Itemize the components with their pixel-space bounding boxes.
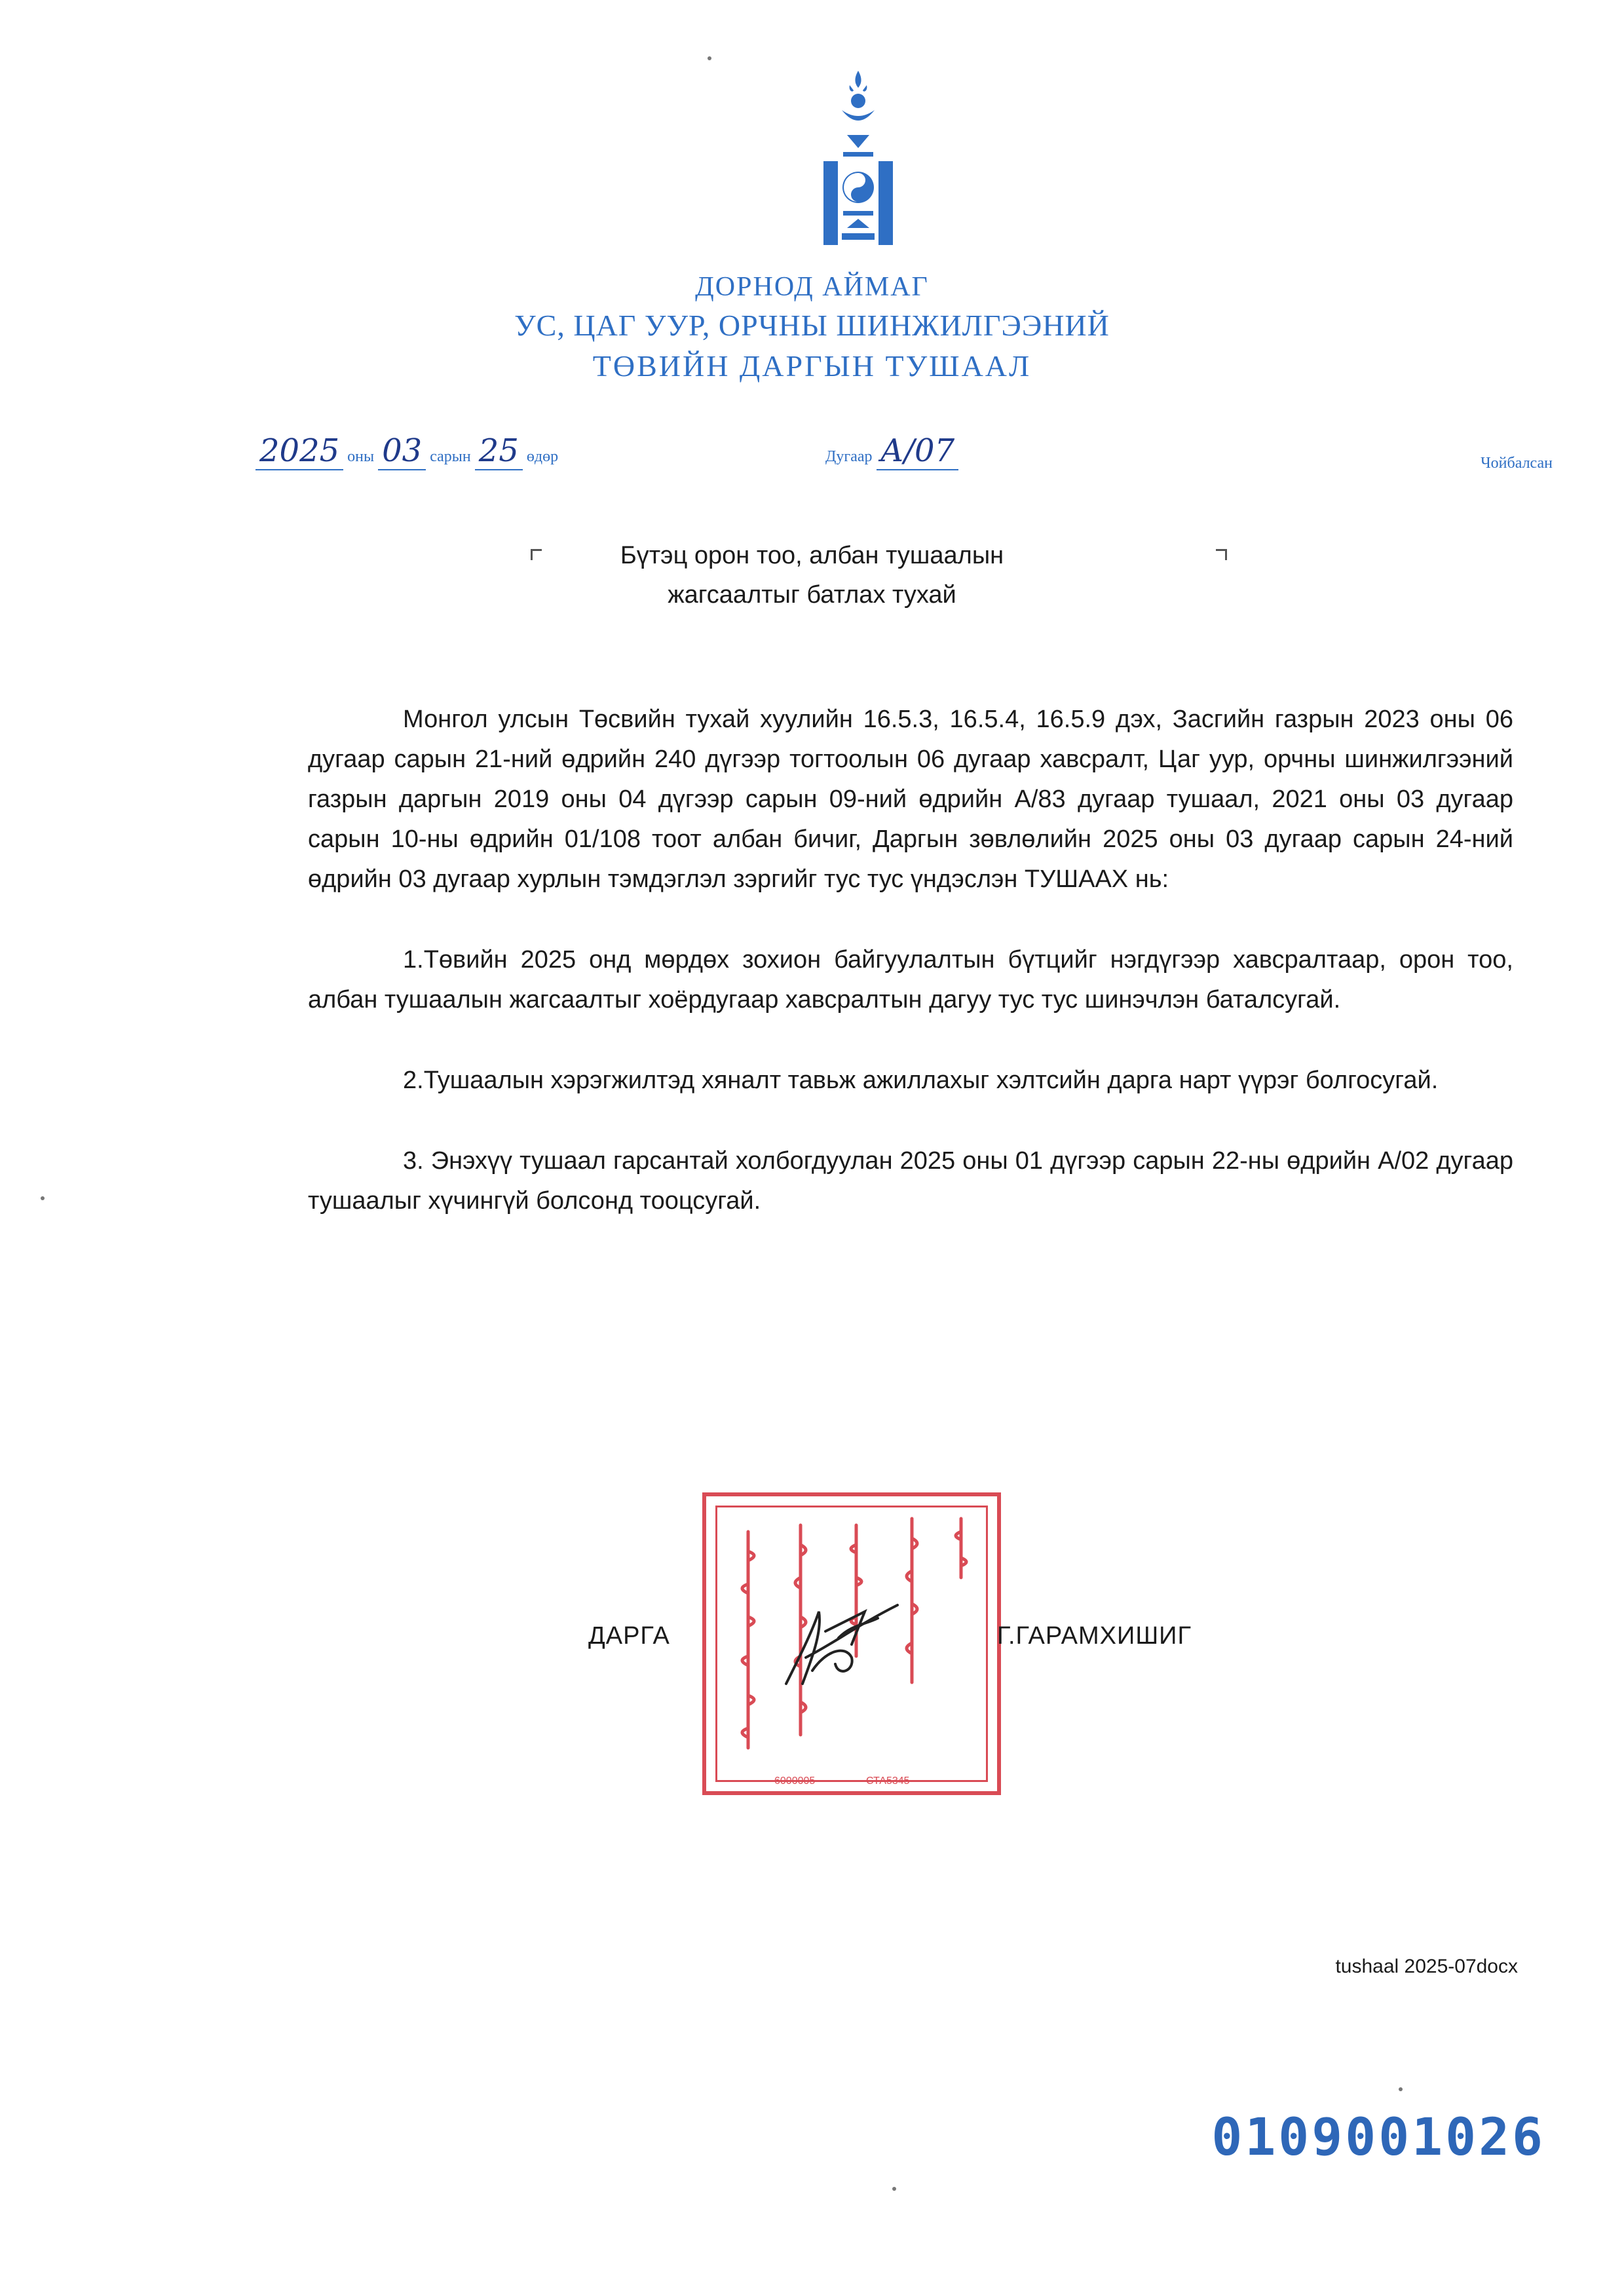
- date-field: [255, 432, 558, 470]
- order-number: А/07: [877, 432, 959, 470]
- date-day: 25: [475, 432, 523, 470]
- date-year: 2025: [255, 432, 343, 470]
- order-body: [308, 700, 1513, 1262]
- scan-speck: [892, 2187, 896, 2191]
- order-preamble: Монгол улсын Төсвийн тухай хуулийн 16.5.3, 16.5.4, 16.5.9 дэх, Засгийн газрын 2023 оны 06 дугаар сарын 21-ний өдрийн 240 дүгээр тогтоолын 06 дугаар хавсралт, Цаг уур, орчны шинжилгээний газрын даргын 2019 оны 04 дүгээр сарын 09-ний өдрийн А/83 дугаар тушаал, 2021 оны 03 дугаар сарын 10-ны өдрийн 01/108 тоот албан бичиг, Даргын зөвлөлийн 2025 оны 03 дугаар сарын 24-ний өдрийн 03 дугаар хурлын тэмдэглэл зэргийг тус тус үндэслэн ТУШААХ нь:: [308, 706, 1513, 893]
- date-month-label: сарын: [430, 448, 471, 465]
- stamp-code-left: 6000005: [774, 1775, 816, 1787]
- order-item-2: 2.Тушаалын хэрэгжилтэд хяналт тавьж ажиллахыг хэлтсийн дарга нарт үүрэг болгосугай.: [403, 1067, 1439, 1094]
- order-item-1: 1.Төвийн 2025 онд мөрдөх зохион байгуулалтын бүтцийг нэгдүгээр хавсралтаар, орон тоо, албан тушаалын жагсаалтыг хоёрдугаар хавсралтын дагуу тус тус шинэчлэн баталсугай.: [308, 946, 1513, 1014]
- order-title-line1: Бүтэц орон тоо, албан тушаалын: [620, 542, 1004, 569]
- date-year-label: оны: [347, 448, 375, 465]
- organization-header: [0, 269, 1624, 387]
- date-number-row: [255, 432, 1553, 485]
- stamp-code-right: СТА5345: [866, 1775, 910, 1787]
- signatory-name: Г.ГАРАМХИШИГ: [997, 1622, 1192, 1650]
- scan-speck: [41, 1196, 45, 1200]
- city-name: Чойбалсан: [1481, 455, 1553, 472]
- order-title: [0, 536, 1624, 615]
- serial-number: 0109001026: [1211, 2108, 1545, 2167]
- file-name: tushaal 2025-07docx: [1335, 1956, 1518, 1977]
- signatory-title: ДАРГА: [588, 1622, 670, 1650]
- order-number-field: [825, 432, 958, 469]
- order-title-line2: жагсаалтыг батлах тухай: [668, 581, 956, 609]
- handwritten-signature: [773, 1585, 917, 1703]
- scan-speck: [708, 56, 711, 60]
- header-organization: УС, ЦАГ УУР, ОРЧНЫ ШИНЖИЛГЭЭНИЙ: [514, 309, 1110, 342]
- soyombo-emblem-icon: [822, 71, 894, 248]
- header-region: ДОРНОД АЙМАГ: [695, 272, 929, 302]
- order-number-label: Дугаар: [825, 448, 873, 465]
- order-item-3: 3. Энэхүү тушаал гарсантай холбогдуулан 2025 оны 01 дүгээр сарын 22-ны өдрийн А/02 дугаар тушаалыг хүчингүй болсонд тооцсугай.: [308, 1147, 1513, 1215]
- scan-speck: [1399, 2087, 1403, 2091]
- date-month: 03: [378, 432, 426, 470]
- header-document-type: ТӨВИЙН ДАРГЫН ТУШААЛ: [592, 349, 1032, 383]
- date-day-label: өдөр: [526, 448, 559, 465]
